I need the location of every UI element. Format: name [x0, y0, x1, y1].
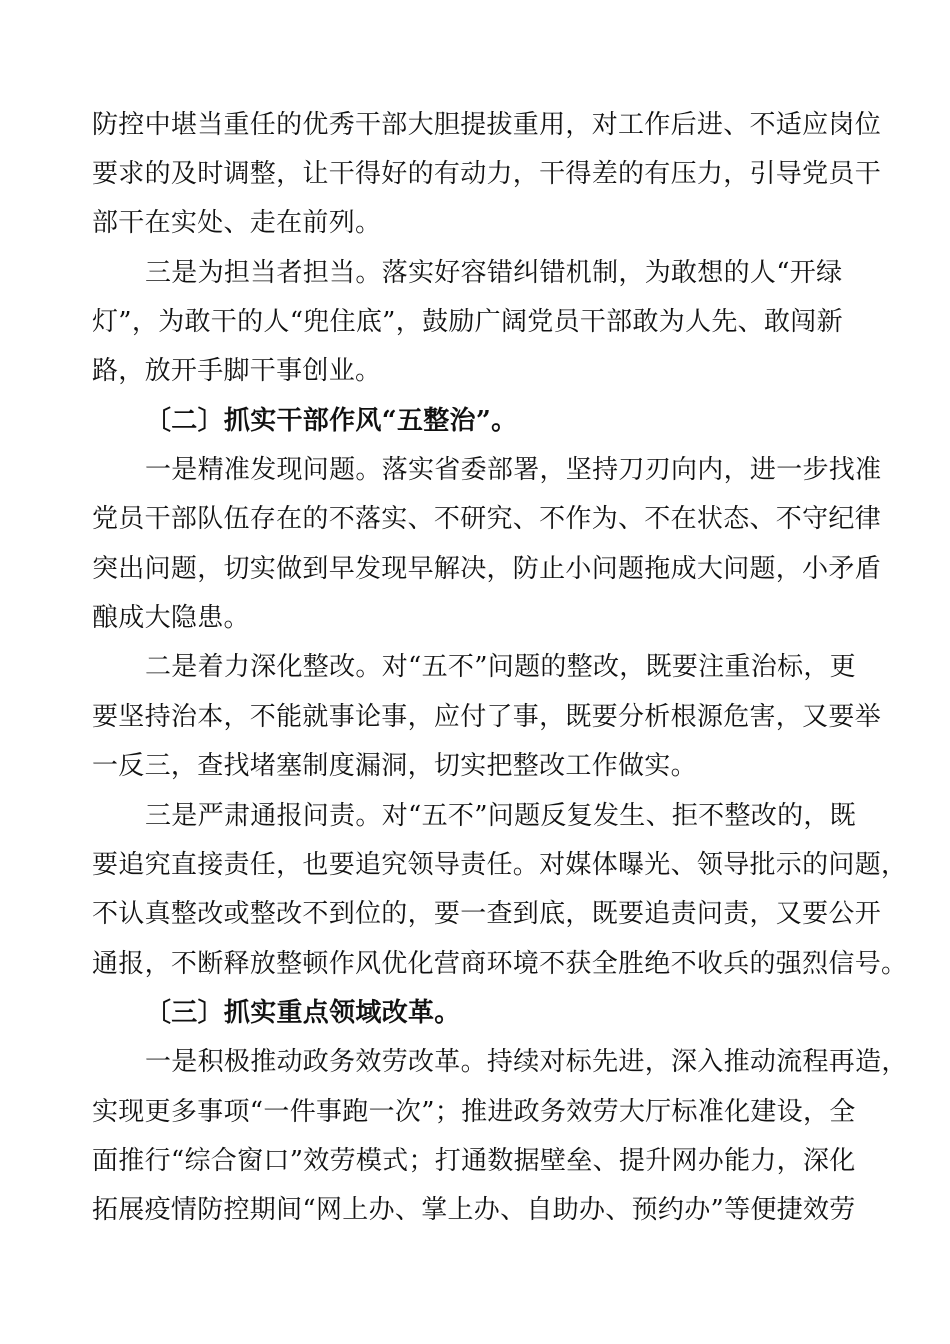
paragraph-line: 三是为担当者担当。落实好容错纠错机制，为敢想的人“开绿 — [145, 258, 843, 288]
paragraph-line: 防控中堪当重任的优秀干部大胆提拔重用，对工作后进、不适应岗位 — [92, 110, 882, 140]
paragraph-line: 实现更多事项“一件事跑一次”；推进政务效劳大厅标准化建设，全 — [92, 1097, 856, 1127]
paragraph-line: 拓展疫情防控期间“网上办、掌上办、自助办、预约办”等便捷效劳 — [92, 1195, 856, 1225]
paragraph-line: 一是精准发现问题。落实省委部署，坚持刀刃向内，进一步找准 — [145, 455, 882, 485]
paragraph-line: 面推行“综合窗口”效劳模式；打通数据壁垒、提升网办能力，深化 — [92, 1146, 856, 1176]
paragraph-line: 要求的及时调整，让干得好的有动力，干得差的有压力，引导党员干 — [92, 159, 882, 189]
paragraph-line: 三是严肃通报问责。对“五不”问题反复发生、拒不整改的，既 — [145, 801, 856, 831]
paragraph-line: 二是着力深化整改。对“五不”问题的整改，既要注重治标，更 — [145, 652, 856, 682]
section-heading: 〔二〕抓实干部作风“五整治”。 — [145, 406, 518, 436]
paragraph-line: 党员干部队伍存在的不落实、不研究、不作为、不在状态、不守纪律 — [92, 504, 882, 534]
paragraph-line: 一是积极推动政务效劳改革。持续对标先进，深入推动流程再造， — [145, 1047, 908, 1077]
paragraph-line: 灯”，为敢干的人“兜住底”，鼓励广阔党员干部敢为人先、敢闯新 — [92, 307, 843, 337]
paragraph-line: 一反三，查找堵塞制度漏洞，切实把整改工作做实。 — [92, 751, 697, 781]
paragraph-line: 通报，不断释放整顿作风优化营商环境不获全胜绝不收兵的强烈信号。 — [92, 949, 908, 979]
paragraph-line: 部干在实处、走在前列。 — [92, 208, 382, 238]
section-heading: 〔三〕抓实重点领域改革。 — [145, 998, 461, 1028]
paragraph-line: 要追究直接责任，也要追究领导责任。对媒体曝光、领导批示的问题， — [92, 850, 908, 880]
paragraph-line: 要坚持治本，不能就事论事，应付了事，既要分析根源危害，又要举 — [92, 702, 882, 732]
paragraph-line: 不认真整改或整改不到位的，要一查到底，既要追责问责，又要公开 — [92, 899, 882, 929]
paragraph-line: 突出问题，切实做到早发现早解决，防止小问题拖成大问题，小矛盾 — [92, 554, 882, 584]
paragraph-line: 路，放开手脚干事创业。 — [92, 356, 382, 386]
paragraph-line: 酿成大隐患。 — [92, 603, 250, 633]
